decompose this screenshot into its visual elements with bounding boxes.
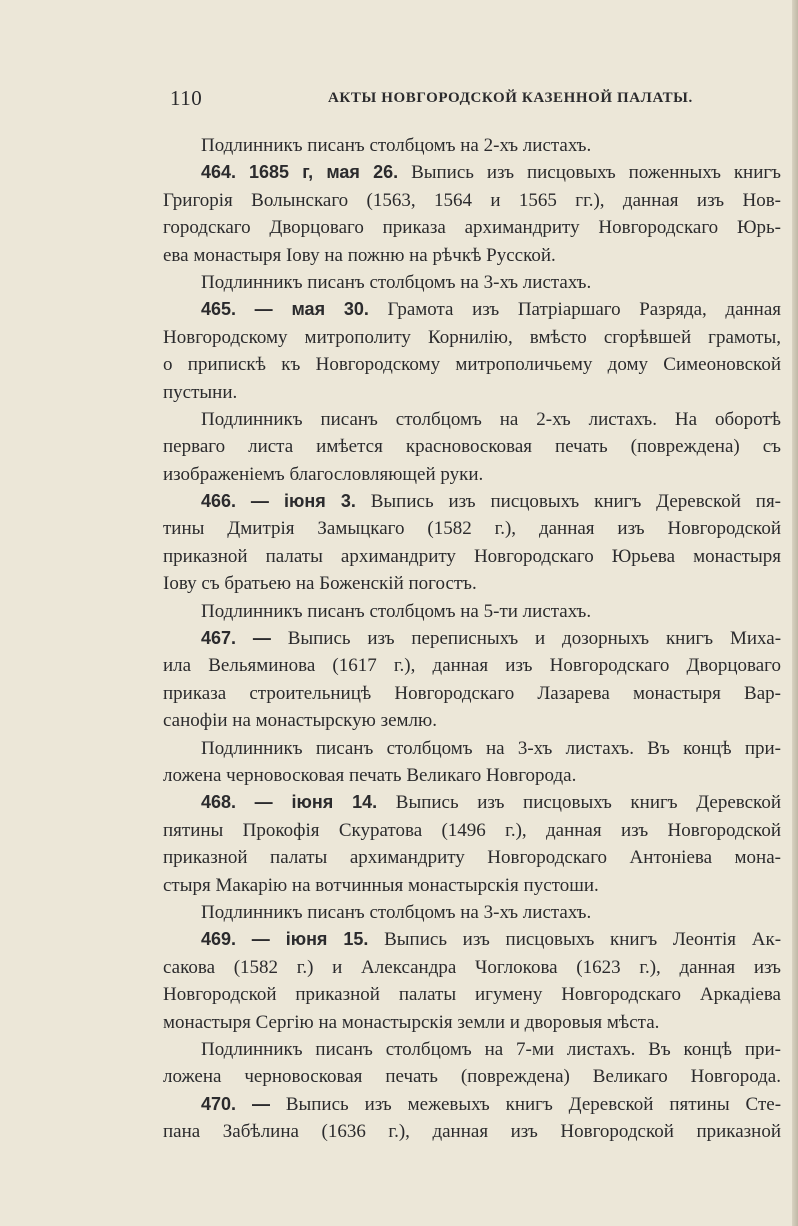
entry-date: 1685 г, мая 26. bbox=[248, 162, 399, 183]
text-line: Новгородской приказной палаты игумену Новгородскаго Аркадіева bbox=[163, 984, 781, 1006]
entry-heading-line bbox=[163, 488, 781, 515]
text-line: тины Дмитрія Замыцкаго (1582 г.), данная изъ Новгородской bbox=[163, 518, 781, 540]
text-line: Григорія Волынскаго (1563, 1564 и 1565 гг.), данная изъ Нов- bbox=[163, 189, 781, 211]
page-header bbox=[170, 86, 782, 116]
entry-text: Грамота изъ Патріаршаго Разряда, данная bbox=[387, 299, 781, 321]
text-line: пустыни. bbox=[163, 381, 238, 403]
entry-heading-line bbox=[163, 625, 781, 652]
entry-heading-line bbox=[163, 296, 781, 323]
text-line: ложена черновосковая печать Великаго Новгорода. bbox=[163, 764, 577, 786]
text-line: санофіи на монастырскую землю. bbox=[163, 710, 437, 732]
text-line: приказной палаты архимандриту Новгородскаго Антоніева мона- bbox=[163, 847, 781, 869]
entry-date: — іюня 15. bbox=[251, 929, 369, 950]
text-line: пана Забѣлина (1636 г.), данная изъ Новгородской приказной bbox=[163, 1121, 781, 1143]
text-line: сакова (1582 г.) и Александра Чоглокова (1623 г.), данная изъ bbox=[163, 956, 781, 978]
page-body bbox=[163, 132, 781, 1145]
running-head: АКТЫ НОВГОРОДСКОЙ КАЗЕННОЙ ПАЛАТЫ. bbox=[328, 90, 693, 106]
text-line: о припискѣ къ Новгородскому митрополичьему дому Симеоновской bbox=[163, 354, 781, 376]
entry-number: 464. bbox=[201, 162, 237, 183]
entry-date: — іюня 14. bbox=[254, 792, 378, 813]
text-line: ила Вельяминова (1617 г.), данная изъ Новгородскаго Дворцоваго bbox=[163, 655, 781, 677]
text-line: Подлинникъ писанъ столбцомъ на 3-хъ листахъ. Въ концѣ при- bbox=[201, 737, 781, 759]
text-line: приказной палаты архимандриту Новгородскаго Юрьева монастыря bbox=[163, 545, 781, 567]
entry-heading-line bbox=[163, 159, 781, 186]
page-edge-shadow bbox=[792, 0, 798, 1226]
text-line: Подлинникъ писанъ столбцомъ на 2-хъ листахъ. На оборотѣ bbox=[201, 408, 781, 430]
entry-heading-line bbox=[163, 789, 781, 816]
entry-text: Выпись изъ писцовыхъ книгъ Леонтія Ак- bbox=[384, 929, 781, 951]
text-line: Подлинникъ писанъ столбцомъ на 2-хъ листахъ. bbox=[201, 135, 592, 156]
entry-text: Выпись изъ межевыхъ книгъ Деревской пятины Сте- bbox=[285, 1093, 781, 1115]
entry-text: Выпись изъ писцовыхъ поженныхъ книгъ bbox=[411, 162, 781, 184]
text-line: монастыря Сергію на монастырскія земли и дворовыя мѣста. bbox=[163, 1011, 660, 1033]
page-number: 110 bbox=[170, 86, 203, 110]
entry-number: 469. bbox=[201, 929, 237, 950]
entry-heading-line bbox=[163, 1091, 781, 1118]
text-line: Іову съ братьею на Боженскій погостъ. bbox=[163, 573, 477, 595]
entry-number: 465. bbox=[201, 299, 237, 320]
entry-heading-line bbox=[163, 926, 781, 953]
entry-text: Выпись изъ переписныхъ и дозорныхъ книгъ Миха- bbox=[287, 628, 781, 650]
text-line: приказа строительницѣ Новгородскаго Лазарева монастыря Вар- bbox=[163, 682, 781, 704]
entry-date: — bbox=[251, 1093, 270, 1114]
text-line: Новгородскому митрополиту Корнилію, вмѣсто сгорѣвшей грамоты, bbox=[163, 326, 781, 348]
entry-number: 467. bbox=[201, 628, 237, 649]
entry-date: — мая 30. bbox=[254, 299, 369, 320]
text-line: изображеніемъ благословляющей руки. bbox=[163, 463, 484, 485]
text-line: ева монастыря Іову на пожню на рѣчкѣ Русской. bbox=[163, 244, 556, 266]
text-line: Подлинникъ писанъ столбцомъ на 5-ти листахъ. bbox=[201, 600, 592, 622]
text-line: Подлинникъ писанъ столбцомъ на 7-ми листахъ. Въ концѣ при- bbox=[201, 1038, 781, 1060]
entry-number: 470. bbox=[201, 1093, 237, 1114]
entry-date: — іюня 3. bbox=[250, 491, 356, 512]
text-line: пятины Прокофія Скуратова (1496 г.), данная изъ Новгородской bbox=[163, 819, 781, 841]
entry-text: Выпись изъ писцовыхъ книгъ Деревской пя- bbox=[370, 491, 781, 513]
entry-text: Выпись изъ писцовыхъ книгъ Деревской bbox=[395, 792, 781, 814]
text-line: Подлинникъ писанъ столбцомъ на 3-хъ листахъ. bbox=[201, 901, 592, 923]
text-line: городскаго Дворцоваго приказа архимандриту Новгородскаго Юрь- bbox=[163, 217, 781, 239]
entry-number: 468. bbox=[201, 792, 237, 813]
text-line: ложена черновосковая печать (повреждена) Великаго Новгорода. bbox=[163, 1066, 781, 1088]
entry-date: — bbox=[252, 628, 271, 649]
text-line: стыря Макарію на вотчинныя монастырскія пустоши. bbox=[163, 874, 599, 896]
entry-number: 466. bbox=[201, 491, 237, 512]
text-line: Подлинникъ писанъ столбцомъ на 3-хъ листахъ. bbox=[201, 271, 592, 293]
text-line: перваго листа имѣется красновосковая печать (повреждена) съ bbox=[163, 436, 781, 458]
